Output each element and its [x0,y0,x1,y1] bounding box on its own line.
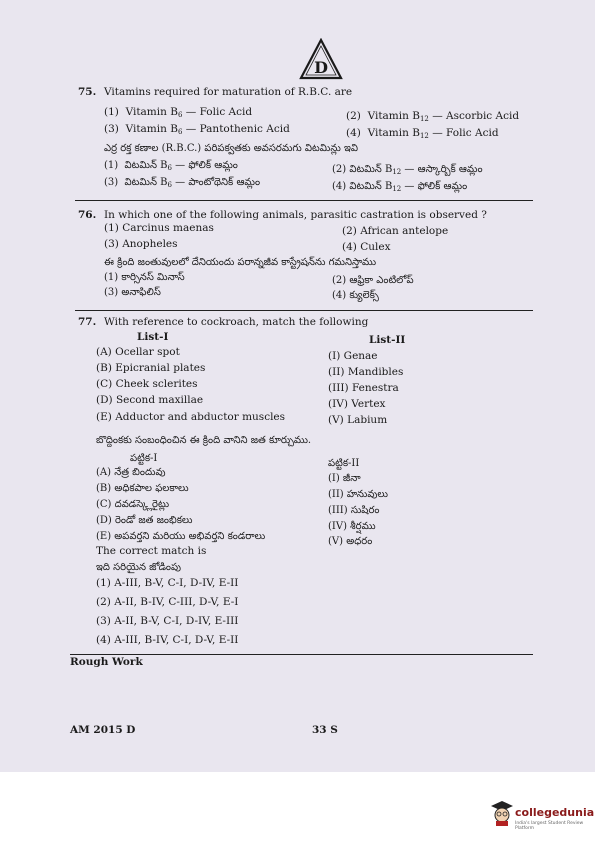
q75-option-2: (2) Vitamin $B_{12}$ — Ascorbic Acid [346,110,520,123]
correct-match-label: The correct match is [96,545,207,557]
list2-item: (III) Fenestra [328,382,399,394]
divider [75,200,533,201]
q75-telugu-option-1: (1) విటమిన్ $B_6$ — ఫోలిక్ ఆమ్లం [104,160,238,172]
telugu-list1-item: (A) నేత్ర బిందువు [96,467,166,478]
list2-item: (IV) Vertex [328,398,386,410]
q77-number: 77. [78,316,97,328]
q75-telugu-text: ఎర్ర రక్త కణాల (R.B.C.) పరిపక్వతకు అవసరమగు విటమిన్లు ఇవి [104,143,358,154]
telugu-list2-item: (I) జీనా [328,473,361,484]
rough-work-label: Rough Work [70,656,143,668]
list1-item: (C) Cheek sclerites [96,378,198,390]
telugu-list1-item: (C) దవడస్క్లెరైట్లు [96,499,170,510]
telugu-list1-item: (B) అధికపాల ఫలకాలు [96,483,189,494]
graduate-avatar-icon [490,800,514,826]
q76-option-3: (3) Anopheles [104,238,178,250]
q76-telugu-option-1: (1) కార్సినస్ మినాస్ [104,272,185,283]
correct-match-label-telugu: ఇది సరియైన జోడింపు [96,562,181,573]
q77-option-3: (3) A-II, B-V, C-I, D-IV, E-III [96,615,239,627]
q76-option-2: (2) African antelope [342,225,449,237]
page-number: 33 S [312,724,338,736]
list1-item: (A) Ocellar spot [96,346,180,358]
q77-option-4: (4) A-III, B-IV, C-I, D-V, E-II [96,634,239,646]
q75-option-1: (1) Vitamin $B_6$ — Folic Acid [104,106,253,119]
q75-option-4: (4) Vitamin $B_{12}$ — Folic Acid [346,127,499,140]
brand-tagline: India's largest Student Review Platform [515,821,584,831]
list1-item: (D) Second maxillae [96,394,204,406]
divider [70,654,533,655]
q75-telugu-option-3: (3) విటమిన్ $B_6$ — పాంటోథెనిక్ ఆమ్లం [104,177,261,189]
q76-option-4: (4) Culex [342,241,391,253]
telugu-list2-item: (V) అధరం [328,536,373,547]
q75-text: Vitamins required for maturation of R.B.C. are [104,86,353,98]
telugu-list2-title: పట్టిక-II [328,458,360,469]
booklet-code-triangle-icon [299,38,343,80]
list2-item: (II) Mandibles [328,366,404,378]
q75-number: 75. [78,86,97,98]
divider [75,310,533,311]
booklet-code: D [314,58,328,77]
list2-item: (V) Labium [328,414,388,426]
list1-title: List-I [137,331,169,343]
list2-item: (I) Genae [328,350,378,362]
q75-telugu-option-4: (4) విటమిన్ $B_{12}$ — ఫోలిక్ ఆమ్లం [332,181,468,193]
q76-number: 76. [78,209,97,221]
telugu-list2-item: (II) హనువులు [328,489,388,500]
telugu-list2-item: (III) సుషిరం [328,505,380,516]
q77-option-1: (1) A-III, B-V, C-I, D-IV, E-II [96,577,239,589]
list1-item: (E) Adductor and abductor muscles [96,411,286,423]
q76-telugu-option-4: (4) క్యులెక్స్ [332,290,379,301]
brand-name: collegedunia [515,806,595,819]
telugu-list1-title: పట్టిక-I [130,453,158,464]
telugu-list1-item: (D) రెండో జత జంభికలు [96,515,193,526]
q76-option-1: (1) Carcinus maenas [104,222,214,234]
q77-telugu-text: బొద్దింకకు సంబంధించిన ఈ క్రింది వానిని జత కూర్చుము. [96,435,312,446]
telugu-list1-item: (E) అపవర్తని మరియు అభివర్తని కండరాలు [96,531,266,542]
q76-telugu-text: ఈ క్రింది జంతువులలో దేనియందు పరాన్నజీవ కాస్ట్రేషన్‌ను గమనిస్తాము [104,257,377,268]
q77-option-2: (2) A-II, B-IV, C-III, D-V, E-I [96,596,239,608]
q76-telugu-option-3: (3) అనాఫిలిస్ [104,287,161,298]
q76-telugu-option-2: (2) ఆఫ్రికా ఎంటిలోప్ [332,275,414,286]
telugu-list2-item: (IV) శీర్షము [328,521,376,532]
list1-item: (B) Epicranial plates [96,362,206,374]
paper-code: AM 2015 D [70,724,136,736]
q75-option-3: (3) Vitamin $B_6$ — Pantothenic Acid [104,123,290,136]
q76-text: In which one of the following animals, parasitic castration is observed ? [104,209,487,221]
q77-text: With reference to cockroach, match the following [104,316,369,328]
q75-telugu-option-2: (2) విటమిన్ $B_{12}$ — ఆస్కార్బిక్ ఆమ్లం [332,164,483,176]
list2-title: List-II [369,334,406,346]
